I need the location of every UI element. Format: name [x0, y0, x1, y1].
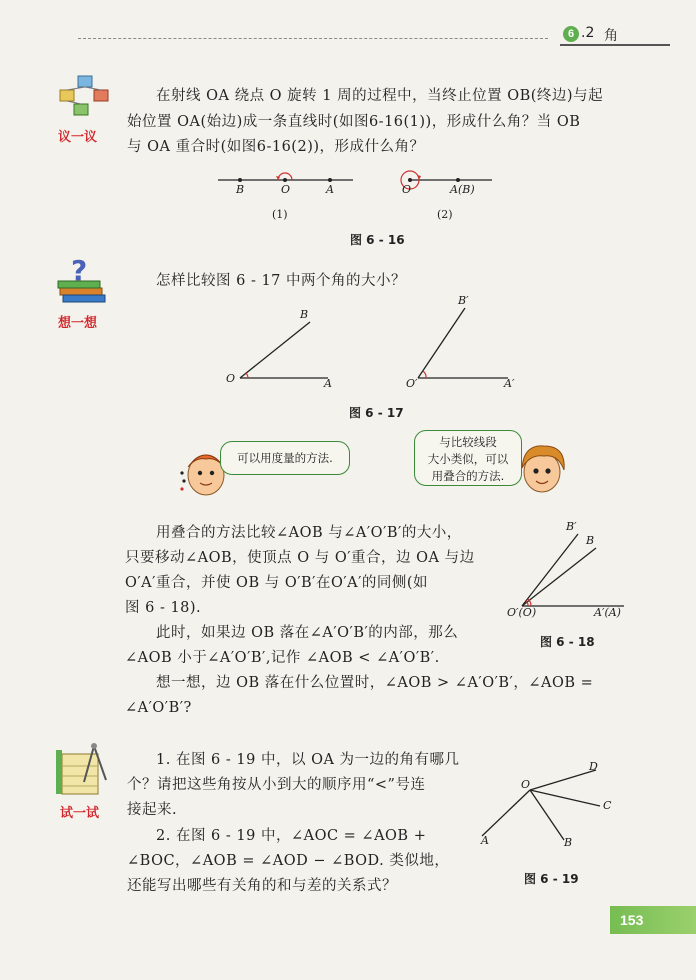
overlay-p1-line-3: O′A′重合，并使 OB 与 O′B′在O′A′的同侧(如: [125, 575, 429, 591]
fig17-label-o-prime: O′: [406, 377, 418, 390]
try-q2-line-3: 还能写出哪些有关角的和与差的关系式？: [127, 878, 397, 894]
page-number: 153: [610, 906, 696, 934]
fig17-label-b-prime: B′: [458, 294, 469, 307]
fig17-label-o: O: [226, 372, 236, 385]
discuss-label: 议一议: [58, 130, 98, 145]
discuss-line-3: 与 OA 重合时(如图6-16(2))，形成什么角？: [127, 139, 425, 155]
fig18-label-o: O′(O): [507, 606, 537, 619]
fig18-label-b: B: [586, 534, 595, 547]
bubble-overlay-line-3: 用叠合的方法.: [431, 469, 505, 483]
fig19-label-a: A: [481, 834, 489, 847]
fig16-2-label-o: O: [402, 183, 412, 196]
overlay-p3-line-1: 想一想，边 OB 落在什么位置时，∠AOB > ∠A′O′B′，∠AOB =: [156, 675, 594, 691]
try-q2-line-2: ∠BOC，∠AOB = ∠AOD − ∠BOD. 类似地，: [127, 853, 450, 869]
try-icon: [54, 740, 118, 820]
bubble-overlay-line-2: 大小类似，可以: [427, 452, 509, 466]
discuss-line-1: 在射线 OA 绕点 O 旋转 1 周的过程中，当终止位置 OB(终边)与起: [156, 88, 604, 104]
try-q1-line-3: 接起来.: [127, 802, 178, 818]
try-label: 试一试: [60, 806, 100, 821]
overlay-p2-line-2: ∠AOB 小于∠A′O′B′,记作 ∠AOB < ∠A′O′B′.: [125, 650, 440, 666]
overlay-p1-line-2: 只要移动∠AOB，使顶点 O 与 O′重合，边 OA 与边: [125, 550, 475, 566]
figure-6-17-caption: 图 6 - 17: [349, 406, 404, 420]
try-q1-line-2: 个？请把这些角按从小到大的顺序用“<”号连: [127, 777, 426, 793]
figure-6-18: [512, 526, 632, 616]
fig19-label-d: D: [589, 760, 598, 773]
bubble-overlay-line-1: 与比较线段: [439, 435, 497, 449]
fig16-1-label-b: B: [236, 183, 245, 196]
fig16-2-label-ab: A(B): [450, 183, 475, 196]
think-question: 怎样比较图 6 - 17 中两个角的大小？: [156, 273, 407, 289]
overlay-p2-line-1: 此时，如果边 OB 落在∠A′O′B′的内部，那么: [156, 625, 459, 641]
fig16-1-label-o: O: [281, 183, 291, 196]
overlay-p3-line-2: ∠A′O′B′?: [125, 700, 192, 716]
figure-6-18-caption: 图 6 - 18: [540, 635, 595, 649]
fig16-2-sub: (2): [437, 208, 453, 221]
discuss-line-2: 始位置 OA(始边)成一条直线时(如图6-16(1))，形成什么角？当 OB: [127, 114, 581, 130]
overlay-p1-line-4: 图 6 - 18).: [125, 600, 202, 616]
fig17-label-b: B: [300, 308, 309, 321]
fig19-label-o: O: [521, 778, 531, 791]
figure-6-17: [230, 300, 530, 390]
discuss-icon: [52, 74, 118, 145]
try-q2-line-1: 2. 在图 6 - 19 中，∠AOC = ∠AOB +: [156, 828, 427, 844]
svg-text:?: ?: [71, 258, 88, 287]
header-dashed-rule: [78, 38, 548, 39]
fig16-1-sub: (1): [272, 208, 288, 221]
figure-6-16-caption: 图 6 - 16: [350, 233, 405, 247]
fig17-label-a: A: [324, 377, 332, 390]
try-q1-line-1: 1. 在图 6 - 19 中，以 OA 为一边的角有哪几: [156, 752, 460, 768]
fig18-label-b-prime: B′: [566, 520, 577, 533]
fig19-label-c: C: [603, 799, 612, 812]
fig17-label-a-prime: A′: [504, 377, 515, 390]
section-title: 角: [604, 28, 618, 44]
girl-character-icon: [514, 440, 570, 496]
section-number-suffix: .2: [581, 25, 595, 41]
think-label: 想一想: [58, 316, 98, 331]
speech-bubble-measure: 可以用度量的方法.: [220, 441, 350, 475]
section-number-badge: 6: [563, 26, 579, 42]
speech-bubble-overlay: [414, 430, 522, 486]
fig19-label-b: B: [564, 836, 573, 849]
fig16-1-label-a: A: [326, 183, 334, 196]
think-icon: [54, 258, 114, 331]
overlay-p1-line-1: 用叠合的方法比较∠AOB 与∠A′O′B′的大小，: [156, 525, 462, 541]
fig18-label-a: A′(A): [594, 606, 621, 619]
figure-6-19-caption: 图 6 - 19: [524, 872, 579, 886]
